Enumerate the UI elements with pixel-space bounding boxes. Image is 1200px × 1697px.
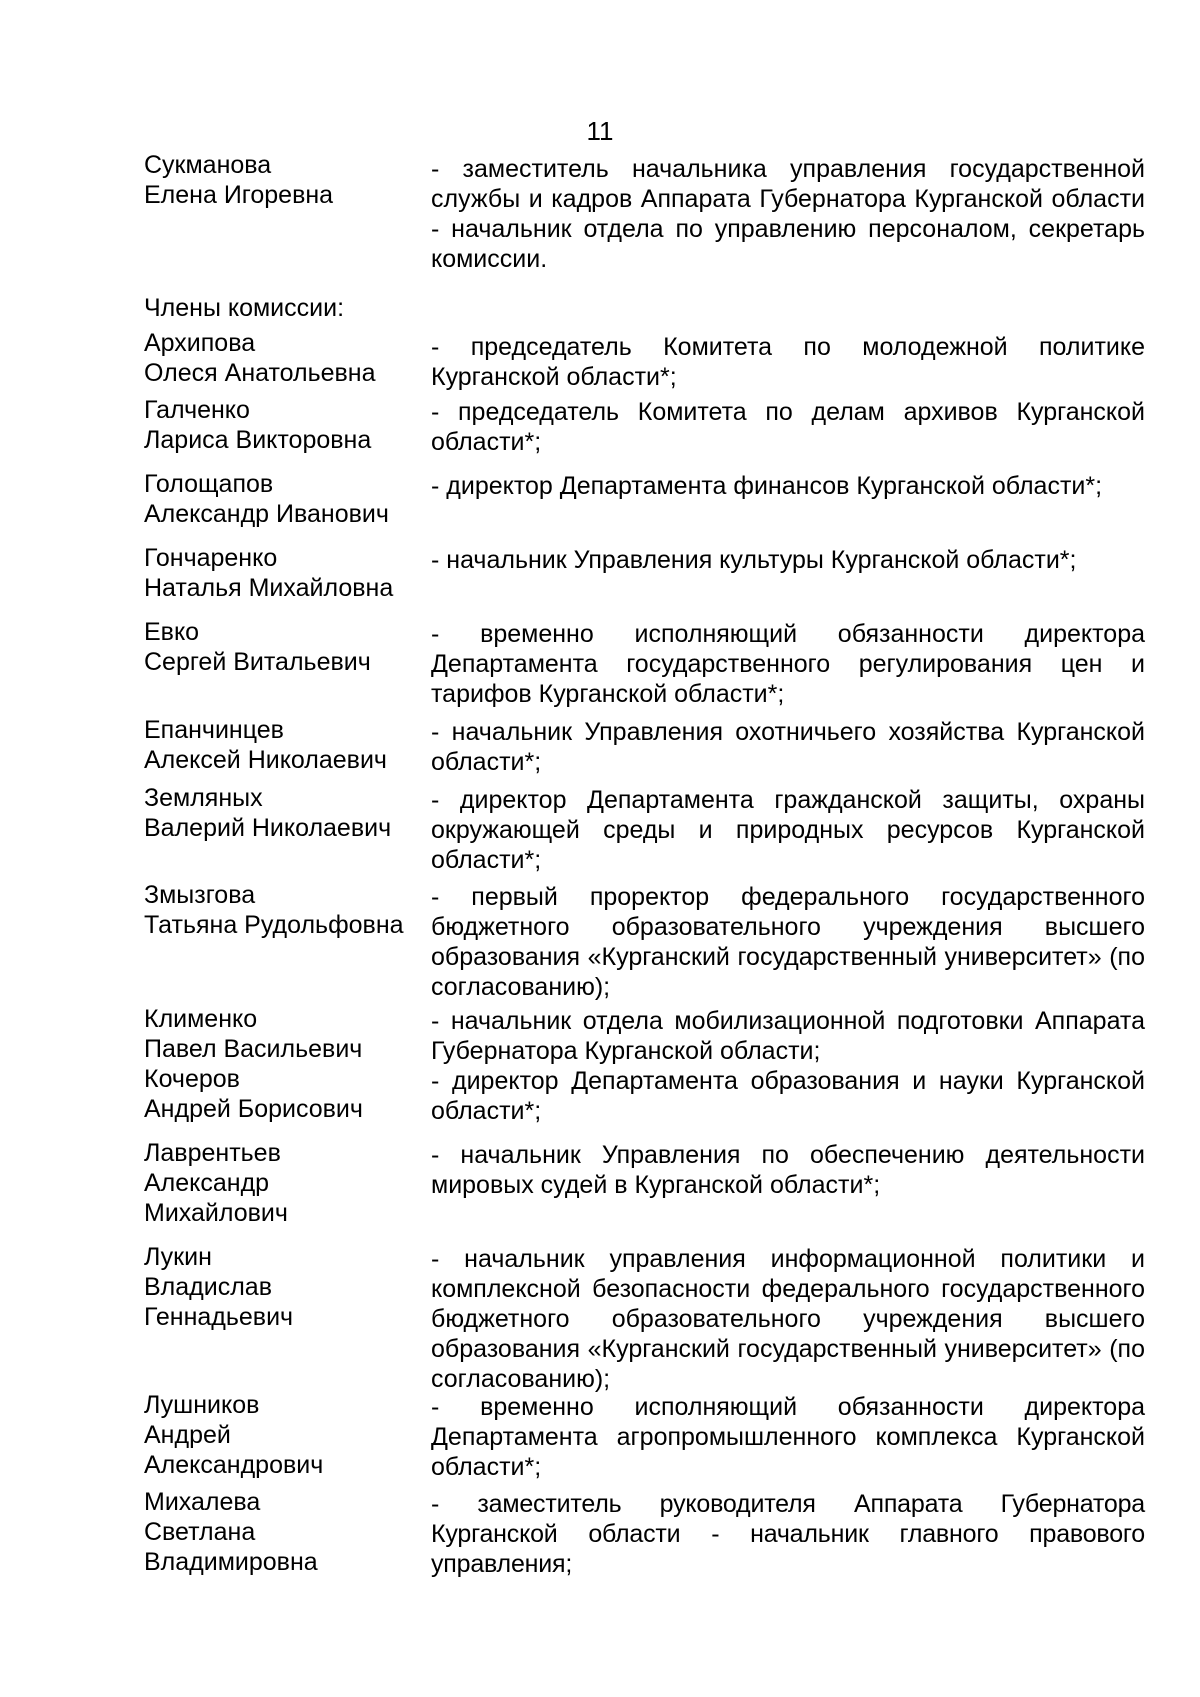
person-position: - председатель Комитета по молодежной политике Курганской области*; (431, 333, 1145, 391)
name-line: Елена Игоревна (144, 181, 334, 209)
page-number: 11 (586, 116, 614, 146)
person-position: - начальник Управления культуры Курганской области*; (431, 546, 1077, 574)
members-heading: Члены комиссии: (144, 294, 345, 322)
person-position: - начальник отдела мобилизационной подготовки Аппарата Губернатора Курганской области; (431, 1007, 1145, 1065)
person-position: - директор Департамента образования и науки Курганской области*; (431, 1067, 1145, 1125)
person-position: - временно исполняющий обязанности директора Департамента агропромышленного комплекса Курганской области*; (431, 1393, 1145, 1481)
person-name (144, 715, 444, 775)
person-name (144, 543, 444, 603)
person-name (144, 1487, 444, 1577)
name-line: Клименко (144, 1005, 258, 1033)
name-line: Архипова (144, 329, 256, 357)
name-line: Змызгова (144, 881, 256, 909)
person-name (144, 783, 444, 843)
person-name (144, 1004, 444, 1064)
person-name (144, 328, 444, 388)
name-line: Александр (144, 1169, 270, 1197)
name-line: Олеся Анатольевна (144, 359, 376, 387)
name-line: Светлана (144, 1518, 256, 1546)
name-line: Наталья Михайловна (144, 574, 394, 602)
name-line: Галченко (144, 396, 250, 424)
person-name (144, 1390, 444, 1480)
person-name (144, 617, 444, 677)
name-line: Владислав (144, 1273, 272, 1301)
person-name (144, 150, 444, 210)
person-position: - начальник управления информационной политики и комплексной безопасности федерального государственного бюджетного образовательного учреждения высшего образования «Курганский государственный университет» (по согласованию); (431, 1245, 1145, 1393)
name-line: Александрович (144, 1451, 324, 1479)
person-name (144, 1242, 444, 1332)
name-line: Михайлович (144, 1199, 288, 1227)
person-position: - первый проректор федерального государственного бюджетного образовательного учреждения высшего образования «Курганский государственный университет» (по согласованию); (431, 883, 1145, 1001)
person-name (144, 1064, 444, 1124)
person-position: - директор Департамента гражданской защиты, охраны окружающей среды и природных ресурсов Курганской области*; (431, 786, 1145, 874)
name-line: Михалева (144, 1488, 261, 1516)
person-position: - начальник Управления по обеспечению деятельности мировых судей в Курганской области*; (431, 1141, 1145, 1199)
person-position: - временно исполняющий обязанности директора Департамента государственного регулирования цен и тарифов Курганской области*; (431, 620, 1145, 708)
name-line: Земляных (144, 784, 263, 812)
name-line: Андрей Борисович (144, 1095, 363, 1123)
name-line: Сергей Витальевич (144, 648, 371, 676)
name-line: Лариса Викторовна (144, 426, 372, 454)
person-position: - директор Департамента финансов Курганской области*; (431, 472, 1103, 500)
name-line: Гончаренко (144, 544, 278, 572)
name-line: Лушников (144, 1391, 260, 1419)
name-line: Андрей (144, 1421, 231, 1449)
person-name (144, 1138, 444, 1228)
name-line: Лукин (144, 1243, 212, 1271)
name-line: Татьяна Рудольфовна (144, 911, 404, 939)
person-position: - председатель Комитета по делам архивов Курганской области*; (431, 398, 1145, 456)
person-position: - заместитель начальника управления государственной службы и кадров Аппарата Губернатора Курганской области - начальник отдела по управлению персоналом, секретарь комиссии. (431, 155, 1145, 273)
person-name (144, 469, 444, 529)
name-line: Кочеров (144, 1065, 240, 1093)
name-line: Геннадьевич (144, 1303, 294, 1331)
name-line: Сукманова (144, 151, 272, 179)
person-position: - заместитель руководителя Аппарата Губернатора Курганской области - начальник главного правового управления; (431, 1490, 1145, 1578)
name-line: Лаврентьев (144, 1139, 281, 1167)
person-name (144, 395, 444, 455)
name-line: Павел Васильевич (144, 1035, 363, 1063)
name-line: Валерий Николаевич (144, 814, 392, 842)
name-line: Евко (144, 618, 200, 646)
person-name (144, 880, 444, 940)
name-line: Голощапов (144, 470, 274, 498)
person-position: - начальник Управления охотничьего хозяйства Курганской области*; (431, 718, 1145, 776)
name-line: Алексей Николаевич (144, 746, 387, 774)
name-line: Александр Иванович (144, 500, 389, 528)
name-line: Владимировна (144, 1548, 318, 1576)
name-line: Епанчинцев (144, 716, 284, 744)
